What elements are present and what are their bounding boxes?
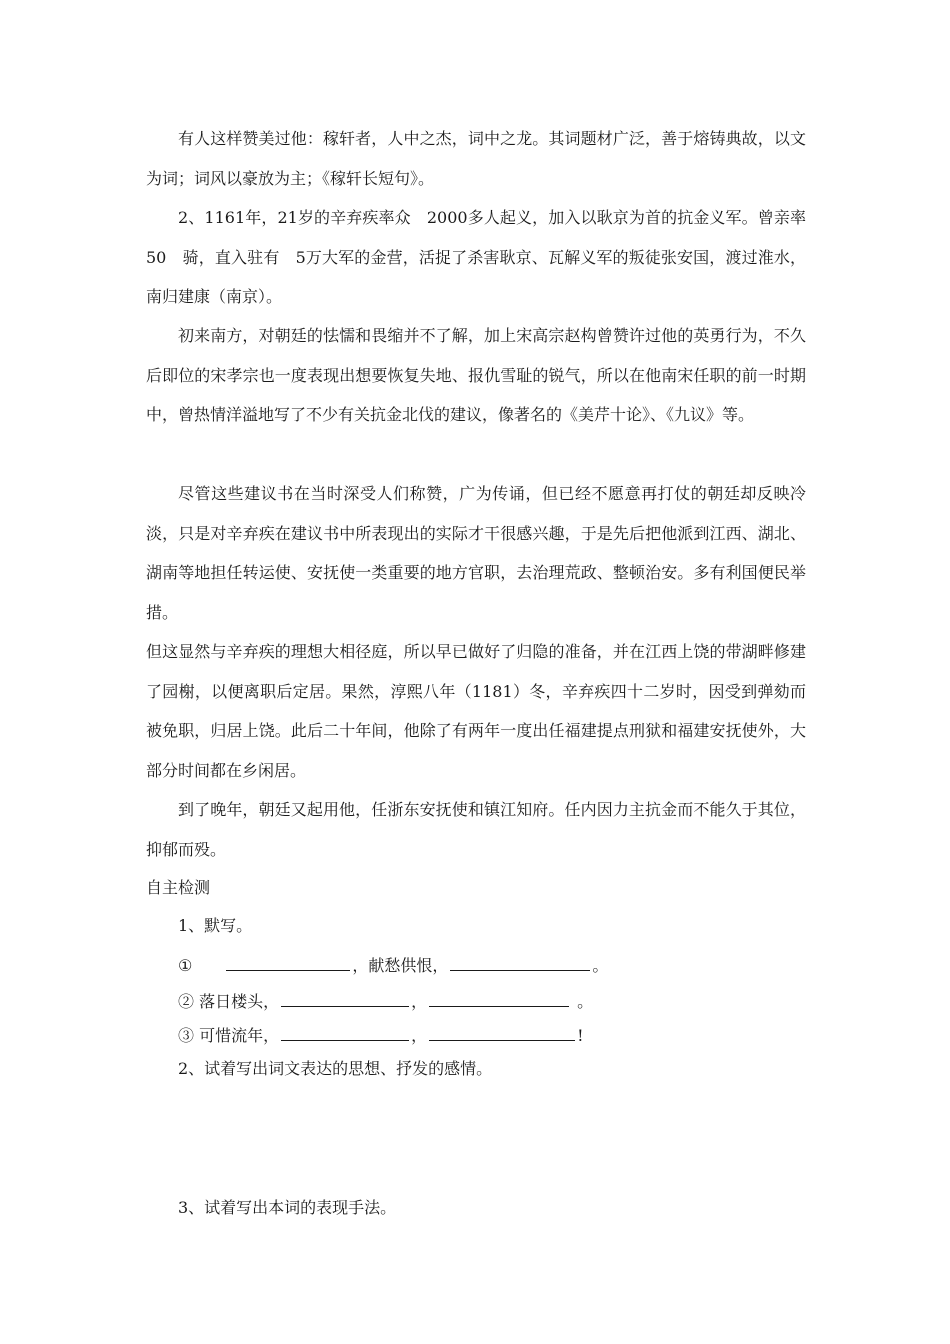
- dictation-item-1: [178, 952, 608, 978]
- paragraph-south: 初来南方，对朝廷的怯懦和畏缩并不了解，加上宋高宗赵构曾赞许过他的英勇行为，不久后即位的宋孝宗也一度表现出想要恢复失地、报仇雪耻的锐气，所以在他南宋任职的前一时期中，曾热情洋溢地写了不少有关抗金北伐的建议，像著名的《美芹十论》、《九议》等。: [146, 326, 806, 424]
- dictation-item-2-end: 。: [577, 992, 594, 1011]
- question-1-title: 1、默写。: [178, 916, 253, 935]
- dictation-blank-3b[interactable]: [429, 1022, 575, 1041]
- dictation-blank-3a[interactable]: [281, 1022, 409, 1041]
- section-title: 自主检测: [146, 878, 211, 897]
- question-2: 2、试着写出词文表达的思想、抒发的感情。: [178, 1059, 493, 1078]
- paragraph-proposals: 尽管这些建议书在当时深受人们称赞，广为传诵，但已经不愿意再打仗的朝廷却反映冷淡，只是对辛弃疾在建议书中所表现出的实际才干很感兴趣，于是先后把他派到江西、湖北、湖南等地担任转运使、安抚使一类重要的地方官职，去治理荒政、整顿治安。多有利国便民举措。: [146, 484, 806, 622]
- dictation-item-2-marker: ② 落日楼头，: [178, 992, 280, 1011]
- dictation-item-3-marker: ③ 可惜流年，: [178, 1026, 280, 1045]
- question-3: 3、试着写出本词的表现手法。: [178, 1198, 397, 1217]
- dictation-item-3: [178, 1022, 584, 1048]
- dictation-item-2-mid: ，: [411, 992, 428, 1011]
- dictation-item-3-mid: ，: [411, 1026, 428, 1045]
- dictation-item-1-end: 。: [592, 956, 609, 975]
- paragraph-praise: 有人这样赞美过他：稼轩者，人中之杰，词中之龙。其词题材广泛，善于熔铸典故，以文为词；词风以豪放为主；《稼轩长短句》。: [146, 129, 806, 188]
- dictation-blank-1b[interactable]: [450, 952, 590, 971]
- paragraph-uprising: 2、1161年，21岁的辛弃疾率众 2000多人起义，加入以耿京为首的抗金义军。曾亲率 50 骑，直入驻有 5万大军的金营，活捉了杀害耿京、瓦解义军的叛徒张安国，渡过淮水，南归建康（南京）。: [146, 208, 823, 306]
- dictation-item-1-marker: ①: [178, 956, 193, 975]
- dictation-blank-2b[interactable]: [429, 988, 569, 1007]
- dictation-item-1-mid: ，献愁供恨，: [352, 956, 449, 975]
- dictation-blank-2a[interactable]: [281, 988, 409, 1007]
- dictation-blank-1a[interactable]: [226, 952, 350, 971]
- paragraph-later-years: 到了晚年，朝廷又起用他，任浙东安抚使和镇江知府。任内因力主抗金而不能久于其位，抑郁而殁。: [146, 800, 806, 859]
- dictation-item-3-end: !: [577, 1026, 584, 1045]
- paragraph-retirement: 但这显然与辛弃疾的理想大相径庭，所以早已做好了归隐的准备，并在江西上饶的带湖畔修建了园榭，以便离职后定居。果然，淳熙八年（1181）冬，辛弃疾四十二岁时，因受到弹劾而被免职，归居上饶。此后二十年间，他除了有两年一度出任福建提点刑狱和福建安抚使外，大部分时间都在乡闲居。: [146, 642, 806, 780]
- dictation-item-2: [178, 988, 593, 1014]
